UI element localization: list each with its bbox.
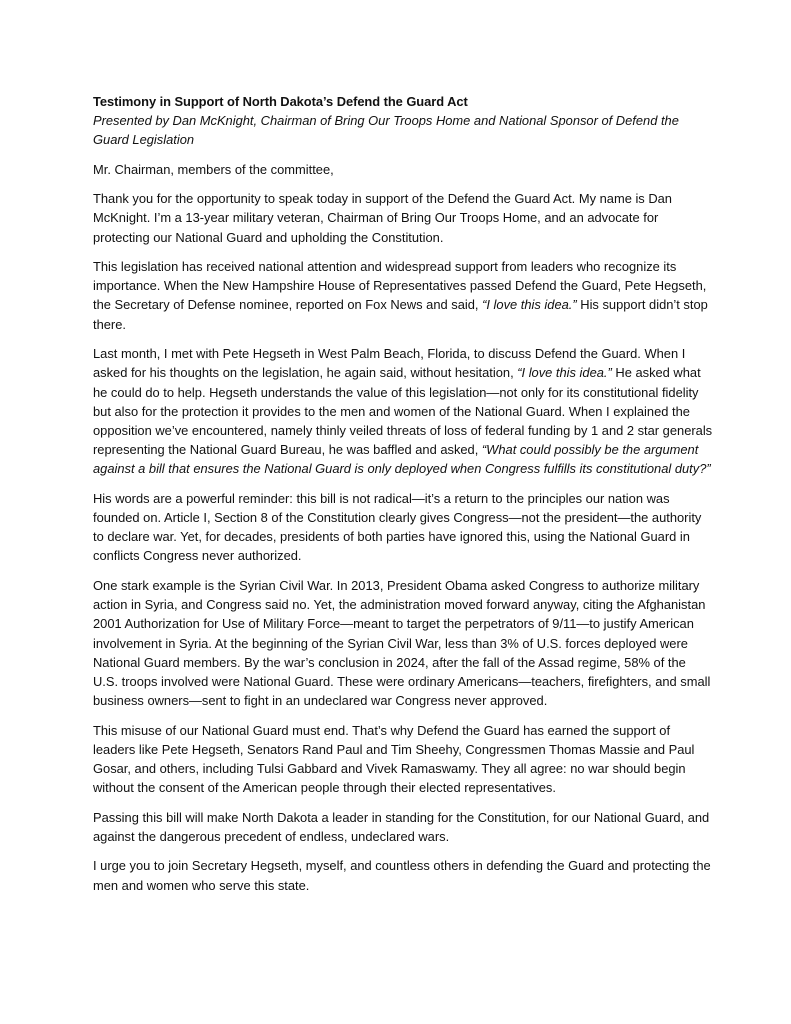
- body-paragraph: [93, 257, 713, 334]
- document-body: [93, 160, 713, 895]
- document-page: [93, 92, 713, 905]
- quote-text: “I love this idea.”: [482, 297, 577, 313]
- paragraph-text: This misuse of our National Guard must end. That’s why Defend the Guard has earned the support of leaders like Pete Hegseth, Senators Rand Paul and Tim Sheehy, Congressmen Thomas Massie and Paul Gosar, and others, including Tulsi Gabbard and Vivek Ramaswamy. They all agree: no war should begin without the consent of the American people through their elected representatives.: [93, 722, 695, 796]
- body-paragraph: [93, 576, 713, 710]
- body-paragraph: [93, 189, 713, 247]
- paragraph-text: I urge you to join Secretary Hegseth, myself, and countless others in defending the Guard and protecting the men and women who serve this state.: [93, 858, 711, 893]
- quote-text: “What could possibly be the argument against a bill that ensures the National Guard is only deployed when Congress fulfills its constitutional duty?”: [93, 442, 711, 477]
- body-paragraph: [93, 344, 713, 478]
- body-paragraph: [93, 489, 713, 566]
- document-subtitle: Presented by Dan McKnight, Chairman of Bring Our Troops Home and National Sponsor of Defend the Guard Legislation: [93, 113, 679, 148]
- document-title: Testimony in Support of North Dakota’s Defend the Guard Act: [93, 94, 468, 109]
- paragraph-text: Mr. Chairman, members of the committee,: [93, 161, 334, 177]
- paragraph-text: His words are a powerful reminder: this bill is not radical—it’s a return to the principles our nation was founded on. Article I, Section 8 of the Constitution clearly gives Congress—not the president—the authority to declare war. Yet, for decades, presidents of both parties have ignored this, using the National Guard in conflicts Congress never authorized.: [93, 490, 702, 564]
- paragraph-text: Last month, I met with Pete Hegseth in West Palm Beach, Florida, to discuss Defend the Guard. When I asked for his thoughts on the legislation, he again said, without hesitation,: [93, 346, 686, 381]
- body-paragraph: [93, 856, 713, 894]
- paragraph-text: This legislation has received national attention and widespread support from leaders who recognize its importance. When the New Hampshire House of Representatives passed Defend the Guard, Pete Hegseth, the Secretary of Defense nominee, reported on Fox News and said,: [93, 259, 707, 313]
- body-paragraph: [93, 721, 713, 798]
- paragraph-text: One stark example is the Syrian Civil War. In 2013, President Obama asked Congress to authorize military action in Syria, and Congress said no. Yet, the administration moved forward anyway, citing the Afghanistan 2001 Authorization for Use of Military Force—meant to target the perpetrators of 9/11—to justify American involvement in Syria. At the beginning of the Syrian Civil War, less than 3% of U.S. forces deployed were National Guard members. By the war’s conclusion in 2024, after the fall of the Assad regime, 58% of the U.S. troops involved were National Guard. These were ordinary Americans—teachers, firefighters, and small business owners—sent to fight in an undeclared war Congress never approved.: [93, 577, 711, 709]
- paragraph-text: Thank you for the opportunity to speak today in support of the Defend the Guard Act. My name is Dan McKnight. I’m a 13-year military veteran, Chairman of Bring Our Troops Home, and an advocate for protecting our National Guard and upholding the Constitution.: [93, 191, 672, 245]
- quote-text: “I love this idea.”: [517, 365, 612, 381]
- paragraph-text: Passing this bill will make North Dakota a leader in standing for the Constitution, for our National Guard, and against the dangerous precedent of endless, undeclared wars.: [93, 809, 710, 844]
- body-paragraph: [93, 808, 713, 846]
- paragraph-text: He asked what he could do to help. Hegseth understands the value of this legislation—not only for its constitutional fidelity but also for the protection it provides to the men and women of the National Guard. When I explained the opposition we’ve encountered, namely thinly veiled threats of loss of federal funding by 1 and 2 star generals representing the National Guard Bureau, he was baffled and asked,: [93, 365, 713, 458]
- paragraph-text: His support didn’t stop there.: [93, 297, 708, 332]
- body-paragraph: [93, 160, 713, 179]
